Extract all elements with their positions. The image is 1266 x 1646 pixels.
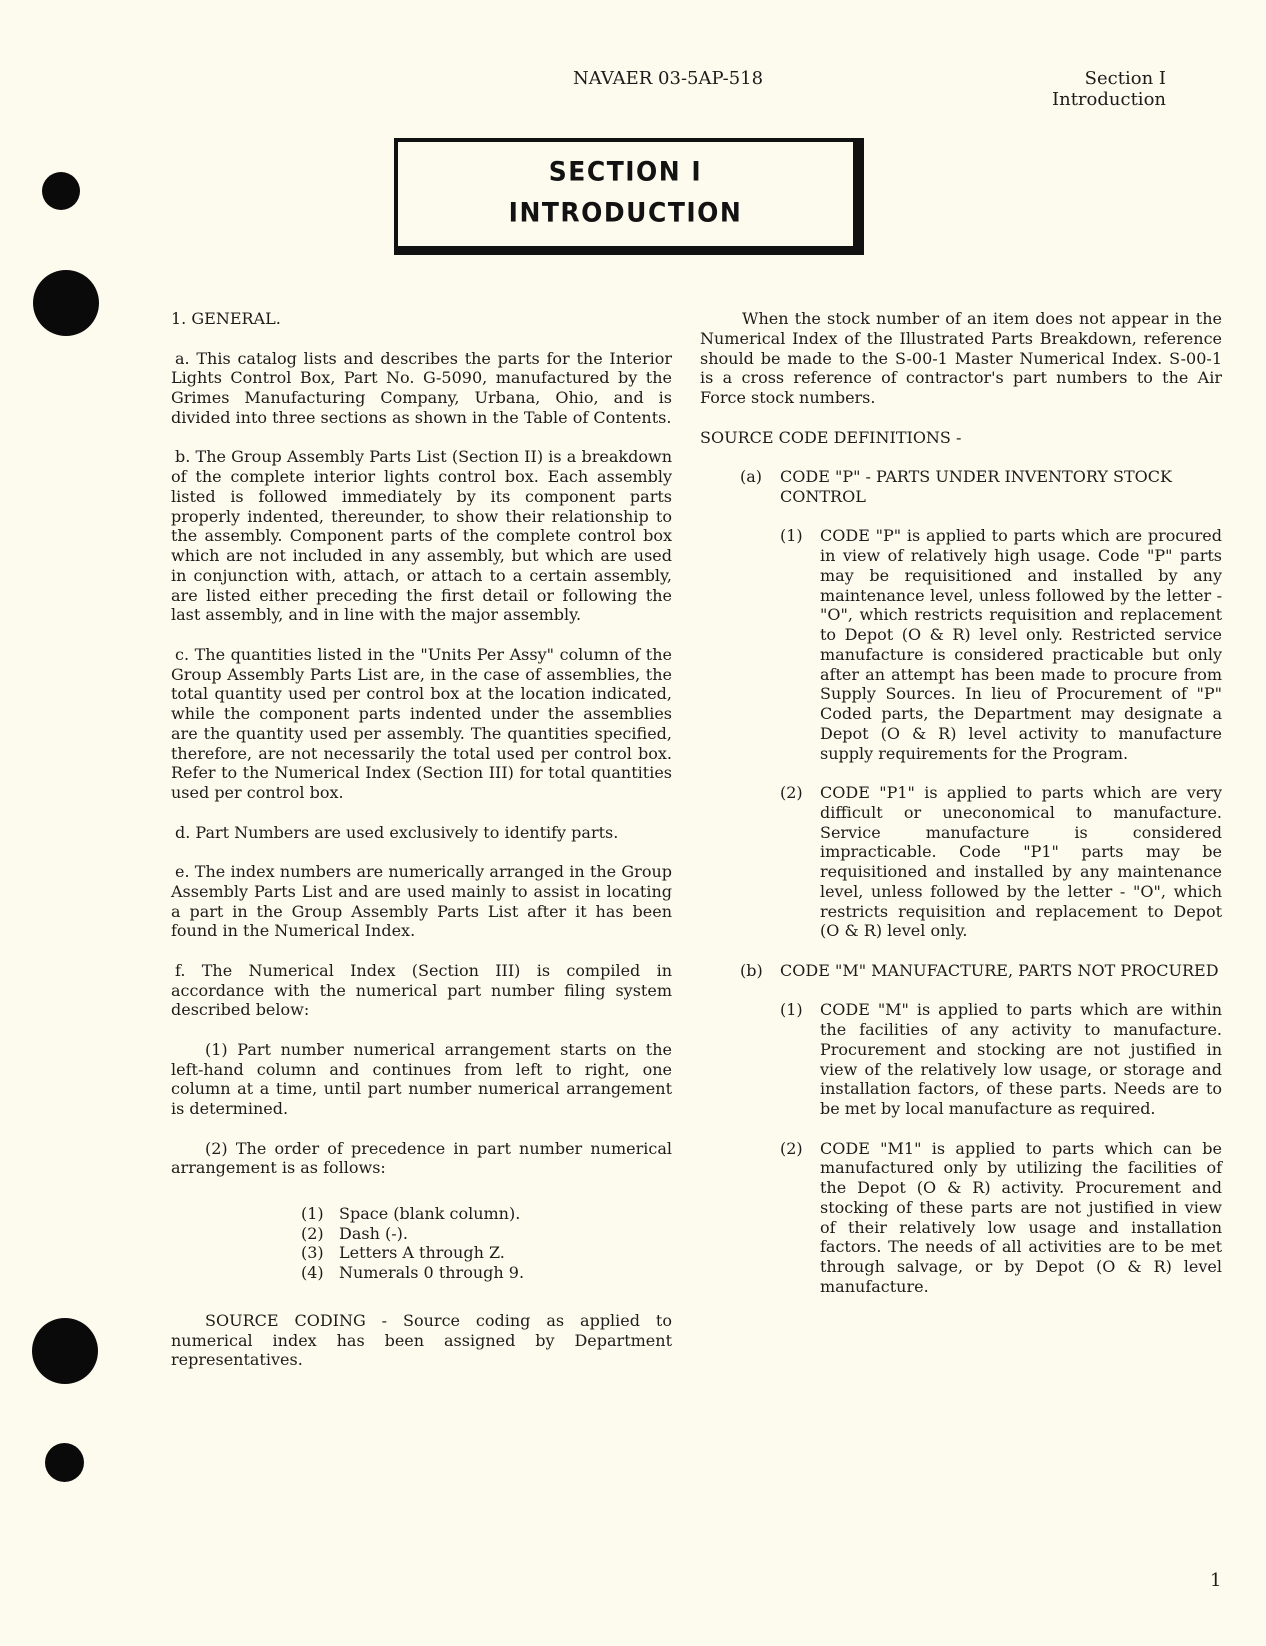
subparagraph-2: (2) The order of precedence in part number numerical arrangement is as follows: bbox=[171, 1138, 672, 1178]
precedence-list bbox=[171, 1204, 672, 1283]
section-name: Introduction bbox=[1052, 89, 1166, 110]
precedence-item: (1) Space (blank column). bbox=[301, 1203, 521, 1223]
paragraph-a: a. This catalog lists and describes the parts for the Interior Lights Control Box, Part No. G-5090, manufactured by the Grimes Manufacturing Company, Urbana, Ohio, and is divided into three sections as shown in the Table of Contents. bbox=[171, 348, 672, 427]
code-m-item-1: (1) CODE "M" is applied to parts which are within the facilities of any activity to manufacture. Procurement and stocking are not justified in view of the relatively low usage, or storage and installation factors, of these parts. Needs are to be met by local manufacture as required. bbox=[780, 1000, 1222, 1118]
section-title-box bbox=[394, 138, 864, 255]
code-p-item-1: (1) CODE "P" is applied to parts which are procured in view of relatively high usage. Code "P" parts may be requisitioned and installed by any maintenance level, unless followed by the letter - "O", which restricts requisition and replacement to Depot (O & R) level only. Restricted service manufacture is considered practicable but only after an attempt has been made to procure from Supply Sources. In lieu of Procurement of "P" Coded parts, the Department may designate a Depot (O & R) level activity to manufacture supply requirements for the Program. bbox=[780, 526, 1222, 763]
paragraph-d: d. Part Numbers are used exclusively to identify parts. bbox=[175, 822, 619, 842]
precedence-item: (3) Letters A through Z. bbox=[301, 1243, 505, 1263]
left-column bbox=[171, 309, 672, 1370]
binder-hole-large-top bbox=[33, 270, 99, 336]
paragraph-c: c. The quantities listed in the "Units Per Assy" column of the Group Assembly Parts List are, in the case of assemblies, the total quantity used per control box at the location indicated, while the component parts indented under the assemblies are the quantity used per assembly. The quantities specified, therefore, are not necessarily the total used per control box. Refer to the Numerical Index (Section III) for total quantities used per control box. bbox=[171, 644, 672, 802]
source-coding-paragraph: SOURCE CODING - Source coding as applied to numerical index has been assigned by Department representatives. bbox=[171, 1310, 672, 1370]
precedence-item: (4) Numerals 0 through 9. bbox=[301, 1263, 525, 1282]
binder-hole-small-top bbox=[42, 172, 80, 210]
page-number: 1 bbox=[1210, 1570, 1222, 1591]
code-p-title: CODE "P" - PARTS UNDER INVENTORY STOCK CONTROL bbox=[780, 467, 1172, 506]
stock-number-paragraph: When the stock number of an item does not appear in the Numerical Index of the Illustrated Parts Breakdown, reference should be made to the S-00-1 Master Numerical Index. S-00-1 is a cross reference of contractor's part numbers to the Air Force stock numbers. bbox=[700, 309, 1222, 407]
subparagraph-1: (1) Part number numerical arrangement starts on the left-hand column and continues from left to right, one column at a time, until part number numerical arrangement is determined. bbox=[171, 1039, 672, 1118]
code-p-section: (a) CODE "P" - PARTS UNDER INVENTORY STOCK CONTROL bbox=[700, 467, 1222, 507]
section-label: Section I bbox=[1084, 68, 1166, 89]
right-column bbox=[700, 309, 1222, 1297]
binder-hole-small-bottom bbox=[45, 1443, 84, 1482]
paragraph-b: b. The Group Assembly Parts List (Section II) is a breakdown of the complete interior lights control box. Each assembly listed is followed immediately by its component parts properly indented, thereunder, to show their relationship to the assembly. Component parts of the complete control box which are not included in any assembly, but which are used in conjunction with, attach, or attach to a certain assembly, are listed either preceding the first detail or following the last assembly, and in line with the major assembly. bbox=[171, 447, 672, 625]
section-title: SECTION I bbox=[548, 156, 703, 187]
source-code-definitions-heading: SOURCE CODE DEFINITIONS - bbox=[700, 427, 962, 447]
paragraph-e: e. The index numbers are numerically arranged in the Group Assembly Parts List and are used mainly to assist in locating a part in the Group Assembly Parts List after it has been found in the Numerical Index. bbox=[171, 862, 672, 941]
precedence-item: (2) Dash (-). bbox=[301, 1223, 408, 1243]
code-m-section: (b) CODE "M" MANUFACTURE, PARTS NOT PROCURED bbox=[700, 961, 1222, 981]
binder-hole-large-bottom bbox=[32, 1318, 98, 1384]
code-m-title: CODE "M" MANUFACTURE, PARTS NOT PROCURED bbox=[780, 960, 1219, 980]
section-subtitle: INTRODUCTION bbox=[508, 197, 743, 228]
code-m1-item-2: (2) CODE "M1" is applied to parts which can be manufactured only by utilizing the facilities of the Depot (O & R) activity. Procurement and stocking of these parts are not justified in view of their relatively low usage and installation factors. The needs of all activities are to be met through salvage, or by Depot (O & R) level manufacture. bbox=[780, 1138, 1222, 1296]
general-heading: 1. GENERAL. bbox=[171, 309, 281, 328]
paragraph-f: f. The Numerical Index (Section III) is compiled in accordance with the numerical part number filing system described below: bbox=[171, 960, 672, 1020]
code-p1-item-2: (2) CODE "P1" is applied to parts which are very difficult or uneconomical to manufacture. Service manufacture is considered impracticable. Code "P1" parts may be requisitioned and installed by any maintenance level, unless followed by the letter - "O", which restricts requisition and replacement to Depot (O & R) level only. bbox=[780, 783, 1222, 941]
document-number: NAVAER 03-5AP-518 bbox=[573, 68, 764, 89]
running-header-section bbox=[1052, 68, 1166, 110]
